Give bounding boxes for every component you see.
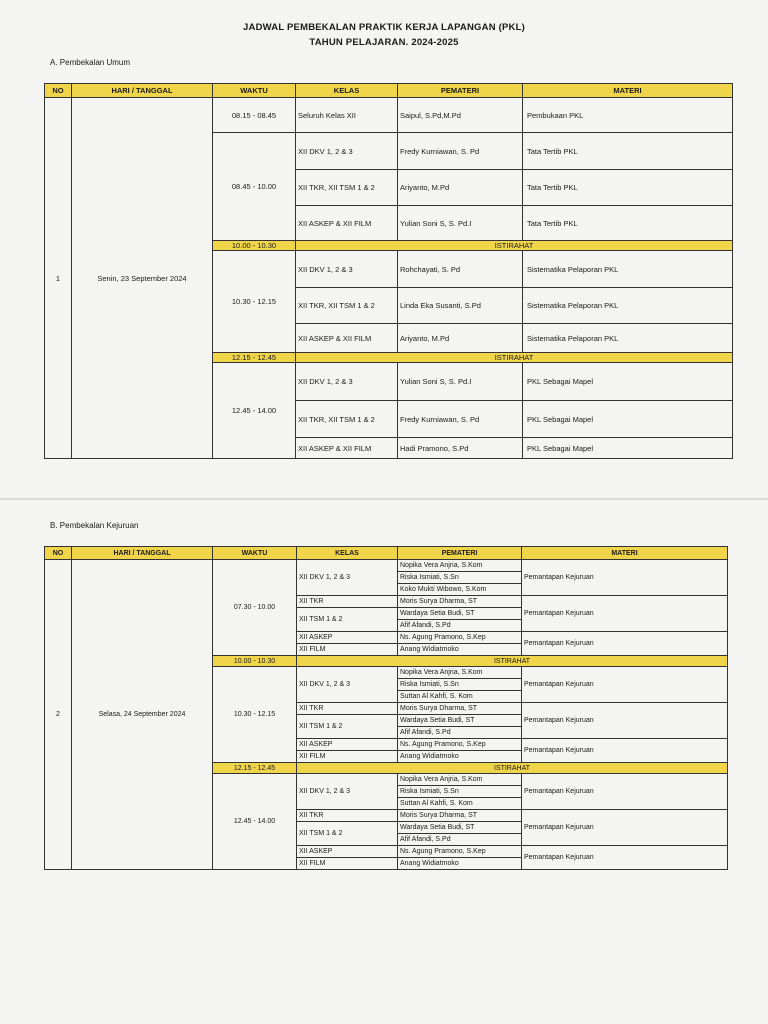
speaker-cell: Yulian Soni S, S. Pd.I <box>398 363 523 401</box>
row-date: Selasa, 24 September 2024 <box>72 560 213 870</box>
break-time: 12.15 - 12.45 <box>213 353 296 363</box>
break-label: ISTIRAHAT <box>296 241 733 251</box>
speaker-cell: Fredy Kurniawan, S. Pd <box>398 401 523 438</box>
class-cell: XII TSM 1 & 2 <box>297 822 398 846</box>
class-cell: XII TKR, XII TSM 1 & 2 <box>296 170 398 206</box>
header-speaker: PEMATERI <box>398 547 522 560</box>
speaker-cell: Anang Widiatmoko <box>398 751 522 763</box>
schedule-table-a <box>44 83 733 459</box>
class-cell: XII ASKEP <box>297 739 398 751</box>
speaker-cell: Riska Ismiati, S.Sn <box>398 679 522 691</box>
schedule-table-b <box>44 546 728 870</box>
speaker-cell: Suttan Al Kahfi, S. Kom <box>398 691 522 703</box>
speaker-cell: Afif Afandi, S.Pd <box>398 620 522 632</box>
material-cell: Pembukaan PKL <box>523 98 733 133</box>
material-cell: Sistematika Pelaporan PKL <box>523 251 733 288</box>
table-row <box>45 98 733 133</box>
speaker-cell: Ns. Agung Pramono, S.Kep <box>398 739 522 751</box>
page-sheet-1 <box>0 0 768 498</box>
speaker-cell: Suttan Al Kahfi, S. Kom <box>398 798 522 810</box>
time-cell: 12.45 - 14.00 <box>213 363 296 459</box>
speaker-cell: Ns. Agung Pramono, S.Kep <box>398 846 522 858</box>
speaker-cell: Wardaya Setia Budi, ST <box>398 715 522 727</box>
class-cell: XII TKR <box>297 703 398 715</box>
speaker-cell: Anang Widiatmoko <box>398 858 522 870</box>
speaker-cell: Nopika Vera Anjria, S.Kom <box>398 667 522 679</box>
doc-subtitle: TAHUN PELAJARAN. 2024-2025 <box>309 37 459 48</box>
speaker-cell: Koko Mukti Wibowo, S.Kom <box>398 584 522 596</box>
class-cell: XII DKV 1, 2 & 3 <box>297 560 398 596</box>
time-cell: 08.15 - 08.45 <box>213 98 296 133</box>
class-cell: XII TSM 1 & 2 <box>297 715 398 739</box>
class-cell: XII DKV 1, 2 & 3 <box>297 774 398 810</box>
material-cell: Pemantapan Kejuruan <box>522 846 728 870</box>
header-material: MATERI <box>522 547 728 560</box>
speaker-cell: Ariyanto, M.Pd <box>398 324 523 353</box>
speaker-cell: Fredy Kurniawan, S. Pd <box>398 133 523 170</box>
speaker-cell: Moris Surya Dharma, ST <box>398 703 522 715</box>
speaker-cell: Yulian Soni S, S. Pd.I <box>398 206 523 241</box>
row-no: 2 <box>45 560 72 870</box>
speaker-cell: Saipul, S.Pd,M.Pd <box>398 98 523 133</box>
speaker-cell: Nopika Vera Anjria, S.Kom <box>398 774 522 786</box>
class-cell: XII ASKEP & XII FILM <box>296 324 398 353</box>
class-cell: XII ASKEP & XII FILM <box>296 438 398 459</box>
material-cell: Tata Tertib PKL <box>523 206 733 241</box>
time-cell: 10.30 - 12.15 <box>213 251 296 353</box>
doc-title: JADWAL PEMBEKALAN PRAKTIK KERJA LAPANGAN (PKL) <box>243 22 525 33</box>
material-cell: Pemantapan Kejuruan <box>522 703 728 739</box>
header-speaker: PEMATERI <box>398 84 523 98</box>
class-cell: XII DKV 1, 2 & 3 <box>296 251 398 288</box>
speaker-cell: Nopika Vera Anjria, S.Kom <box>398 560 522 572</box>
section-b-label: B. Pembekalan Kejuruan <box>50 521 139 530</box>
header-date: HARI / TANGGAL <box>72 547 213 560</box>
table-row <box>45 560 728 572</box>
time-cell: 12.45 - 14.00 <box>213 774 297 870</box>
speaker-cell: Ariyanto, M.Pd <box>398 170 523 206</box>
speaker-cell: Wardaya Setia Budi, ST <box>398 822 522 834</box>
speaker-cell: Wardaya Setia Budi, ST <box>398 608 522 620</box>
material-cell: PKL Sebagai Mapel <box>523 438 733 459</box>
class-cell: XII FILM <box>297 644 398 656</box>
table-header <box>45 547 728 560</box>
speaker-cell: Hadi Pramono, S.Pd <box>398 438 523 459</box>
material-cell: Pemantapan Kejuruan <box>522 560 728 596</box>
speaker-cell: Linda Eka Susanti, S.Pd <box>398 288 523 324</box>
page-sheet-2 <box>0 500 768 1024</box>
speaker-cell: Afif Afandi, S.Pd <box>398 834 522 846</box>
break-time: 10.00 - 10.30 <box>213 241 296 251</box>
material-cell: Pemantapan Kejuruan <box>522 667 728 703</box>
class-cell: XII FILM <box>297 858 398 870</box>
break-label: ISTIRAHAT <box>296 353 733 363</box>
header-time: WAKTU <box>213 84 296 98</box>
header-time: WAKTU <box>213 547 297 560</box>
speaker-cell: Afif Afandi, S.Pd <box>398 727 522 739</box>
time-cell: 10.30 - 12.15 <box>213 667 297 763</box>
header-class: KELAS <box>296 84 398 98</box>
class-cell: XII DKV 1, 2 & 3 <box>296 133 398 170</box>
row-no: 1 <box>45 98 72 459</box>
material-cell: Tata Tertib PKL <box>523 170 733 206</box>
class-cell: Seluruh Kelas XII <box>296 98 398 133</box>
time-cell: 07.30 - 10.00 <box>213 560 297 656</box>
class-cell: XII DKV 1, 2 & 3 <box>296 363 398 401</box>
material-cell: Pemantapan Kejuruan <box>522 632 728 656</box>
material-cell: Pemantapan Kejuruan <box>522 596 728 632</box>
material-cell: Pemantapan Kejuruan <box>522 739 728 763</box>
header-no: NO <box>45 547 72 560</box>
class-cell: XII DKV 1, 2 & 3 <box>297 667 398 703</box>
material-cell: Sistematika Pelaporan PKL <box>523 324 733 353</box>
table-header <box>45 84 733 98</box>
class-cell: XII TKR, XII TSM 1 & 2 <box>296 288 398 324</box>
class-cell: XII TSM 1 & 2 <box>297 608 398 632</box>
class-cell: XII TKR, XII TSM 1 & 2 <box>296 401 398 438</box>
class-cell: XII ASKEP <box>297 846 398 858</box>
header-material: MATERI <box>523 84 733 98</box>
class-cell: XII FILM <box>297 751 398 763</box>
speaker-cell: Moris Surya Dharma, ST <box>398 810 522 822</box>
material-cell: Tata Tertib PKL <box>523 133 733 170</box>
row-date: Senin, 23 September 2024 <box>72 98 213 459</box>
class-cell: XII ASKEP & XII FILM <box>296 206 398 241</box>
class-cell: XII TKR <box>297 596 398 608</box>
speaker-cell: Riska Ismiati, S.Sn <box>398 572 522 584</box>
speaker-cell: Anang Widiatmoko <box>398 644 522 656</box>
material-cell: PKL Sebagai Mapel <box>523 363 733 401</box>
break-label: ISTIRAHAT <box>297 763 728 774</box>
class-cell: XII TKR <box>297 810 398 822</box>
material-cell: Pemantapan Kejuruan <box>522 810 728 846</box>
time-cell: 08.45 - 10.00 <box>213 133 296 241</box>
speaker-cell: Riska Ismiati, S.Sn <box>398 786 522 798</box>
speaker-cell: Ns. Agung Pramono, S.Kep <box>398 632 522 644</box>
break-time: 12.15 - 12.45 <box>213 763 297 774</box>
class-cell: XII ASKEP <box>297 632 398 644</box>
break-label: ISTIRAHAT <box>297 656 728 667</box>
material-cell: Sistematika Pelaporan PKL <box>523 288 733 324</box>
section-a-label: A. Pembekalan Umum <box>50 58 131 67</box>
material-cell: Pemantapan Kejuruan <box>522 774 728 810</box>
break-time: 10.00 - 10.30 <box>213 656 297 667</box>
header-date: HARI / TANGGAL <box>72 84 213 98</box>
speaker-cell: Moris Surya Dharma, ST <box>398 596 522 608</box>
header-no: NO <box>45 84 72 98</box>
speaker-cell: Rohchayati, S. Pd <box>398 251 523 288</box>
header-class: KELAS <box>297 547 398 560</box>
material-cell: PKL Sebagai Mapel <box>523 401 733 438</box>
